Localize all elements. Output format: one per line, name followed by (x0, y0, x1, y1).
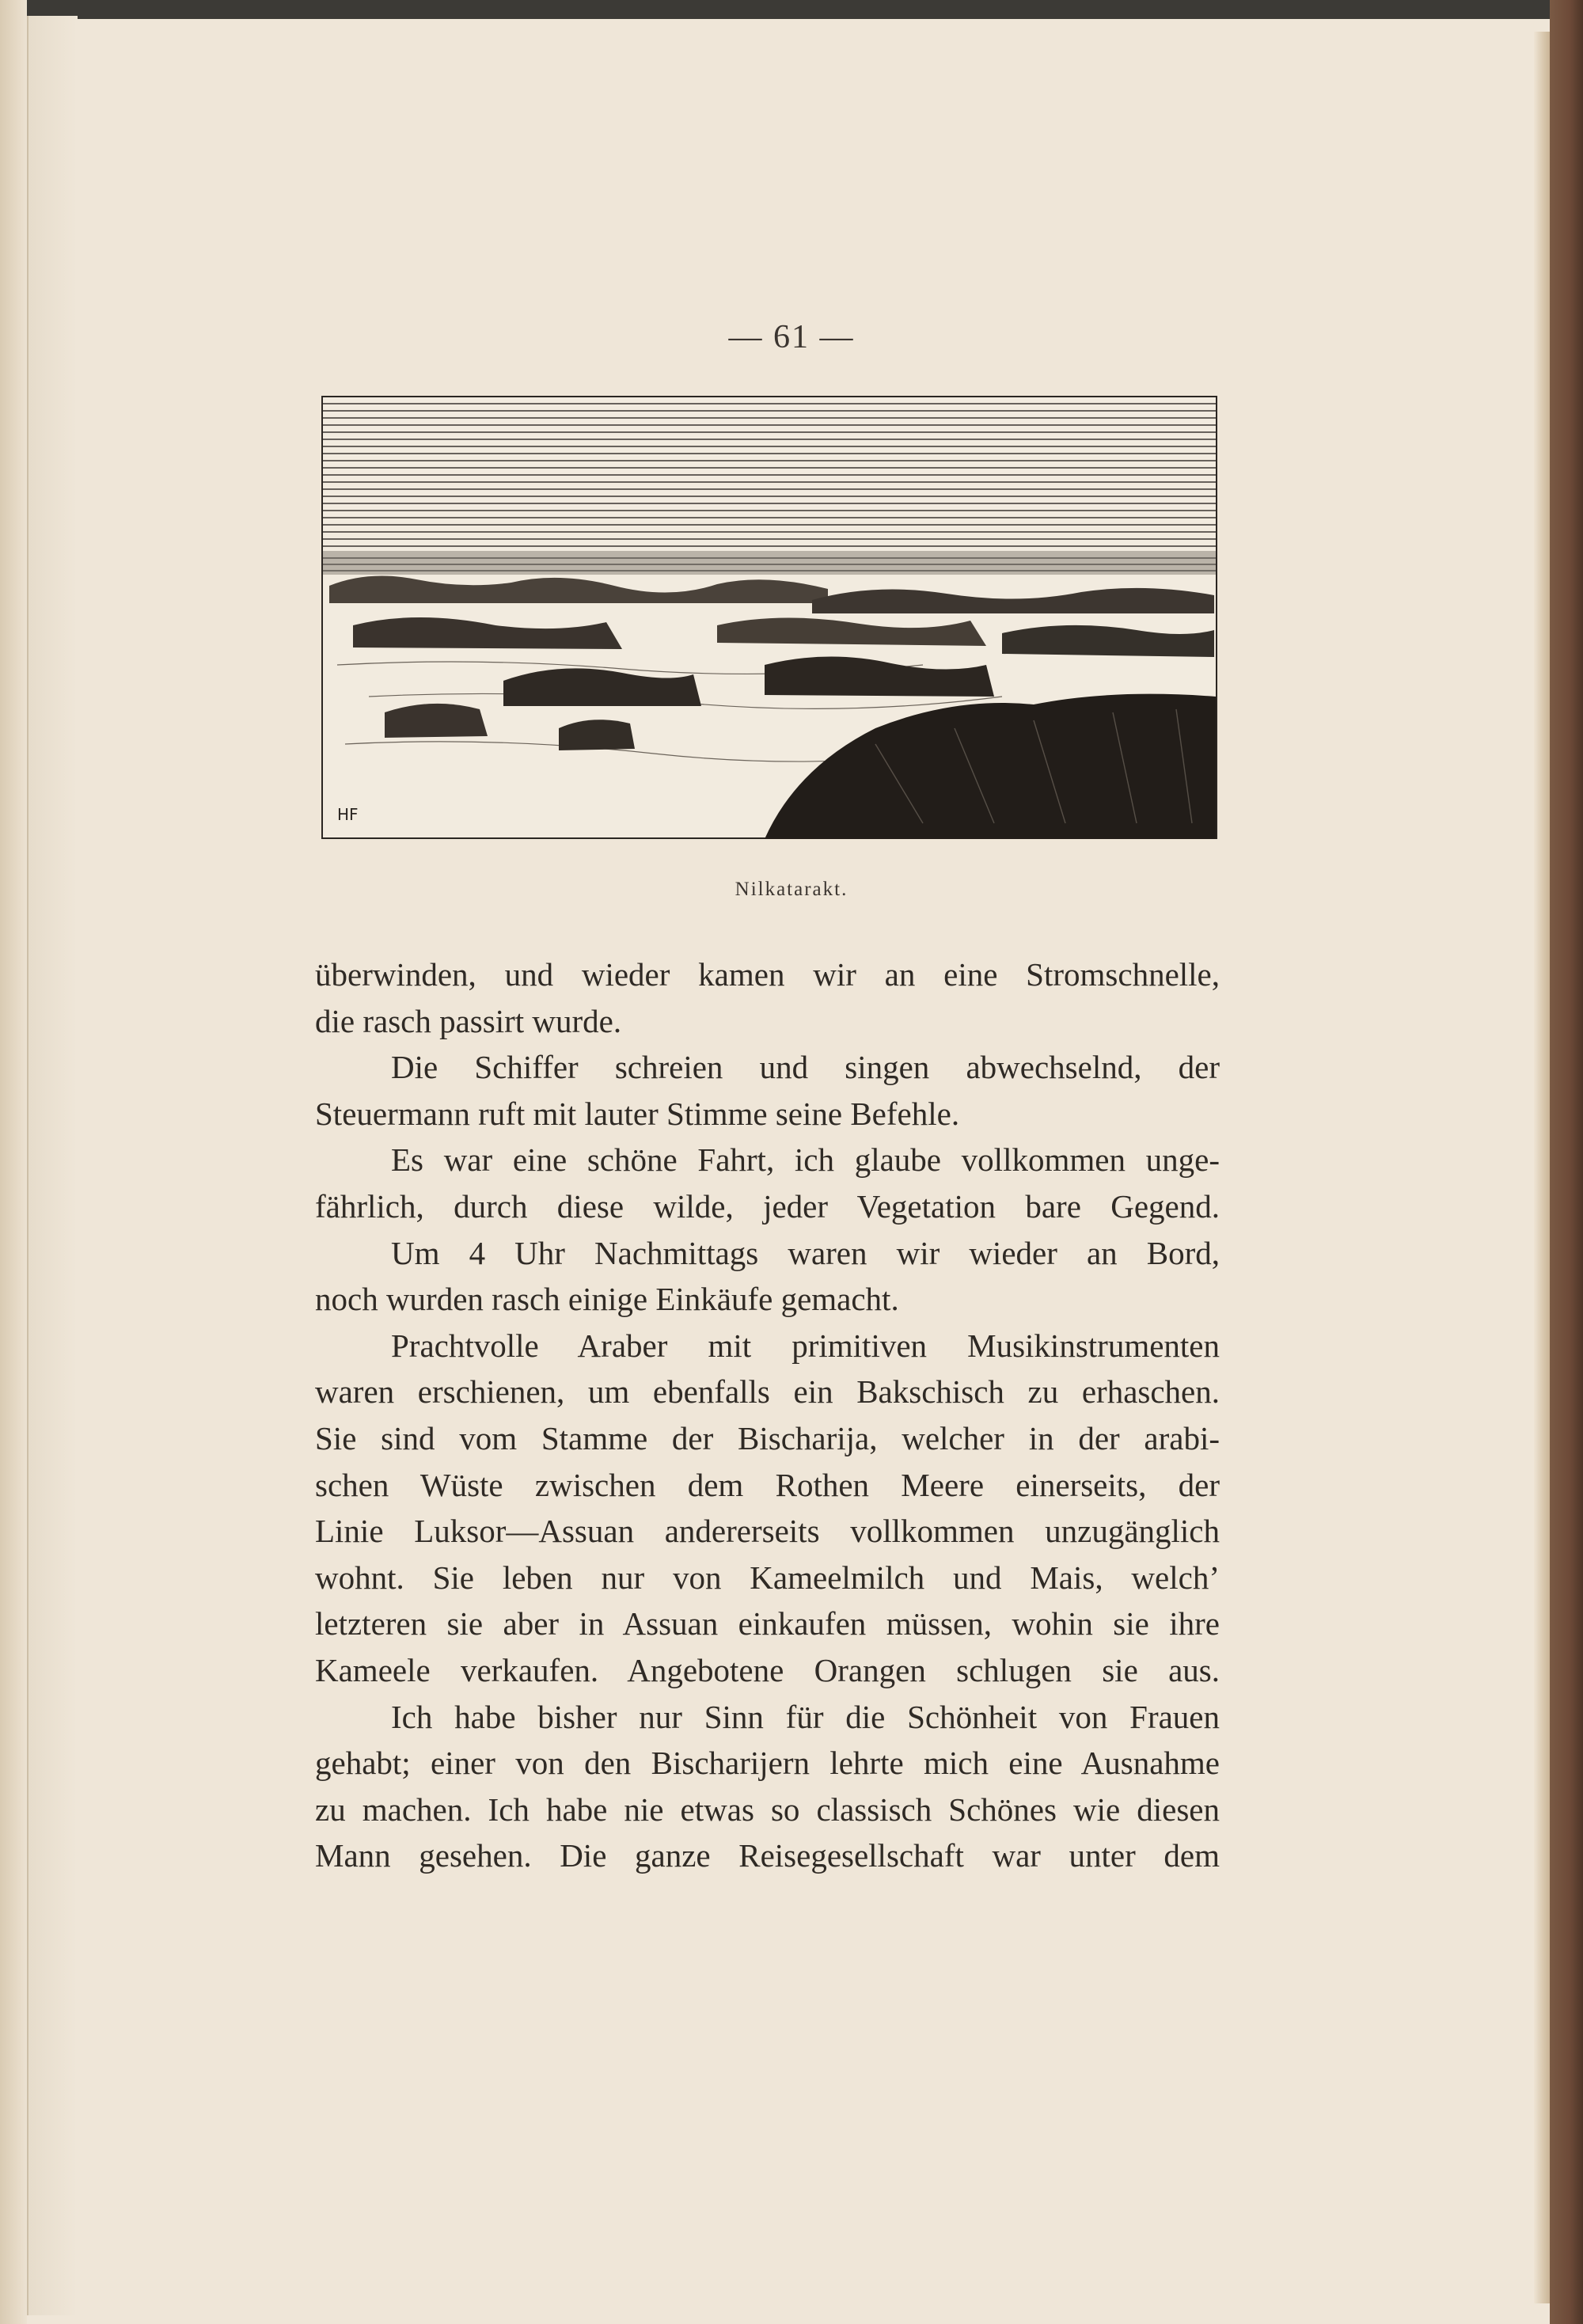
text-line: noch wurden rasch einige Einkäufe gemacht. (315, 1281, 899, 1318)
text-line: Um 4 Uhr Nachmittags waren wir wieder an Bord, (391, 1234, 1220, 1271)
nile-cataract-illustration (321, 396, 1217, 839)
text-line: Steuermann ruft mit lauter Stimme seine Befehle. (315, 1095, 960, 1132)
text-line: Sie sind vom Stamme der Bischarija, welcher in der arabi- (315, 1419, 1220, 1456)
text-line: Es war eine schöne Fahrt, ich glaube vollkommen unge- (391, 1141, 1220, 1179)
text-line: fährlich, durch diese wilde, jeder Vegetation bare Gegend. (315, 1187, 1220, 1225)
page-number: — 61 — (728, 319, 855, 355)
scanner-top-edge (0, 0, 1583, 19)
page-fore-edge (1534, 32, 1550, 2303)
text-line: wohnt. Sie leben nur von Kameelmilch und Mais, welch’ (315, 1559, 1220, 1596)
text-line: Die Schiffer schreien und singen abwechselnd, der (391, 1049, 1220, 1086)
body-text (315, 951, 1220, 1879)
text-line: schen Wüste zwischen dem Rothen Meere einerseits, der (315, 1466, 1220, 1503)
text-line: die rasch passirt wurde. (315, 1002, 622, 1039)
illustration-caption: Nilkatarakt. (735, 879, 848, 900)
text-line: Ich habe bisher nur Sinn für die Schönheit von Frauen (391, 1698, 1220, 1735)
text-line: letzteren sie aber in Assuan einkaufen müssen, wohin sie ihre (315, 1605, 1220, 1642)
text-line: waren erschienen, um ebenfalls ein Bakschisch zu erhaschen. (315, 1373, 1220, 1411)
text-line: zu machen. Ich habe nie etwas so classisch Schönes wie diesen (315, 1790, 1220, 1828)
text-line: Kameele verkaufen. Angebotene Orangen schlugen sie aus. (315, 1651, 1220, 1688)
text-line: überwinden, und wieder kamen wir an eine Stromschnelle, (315, 956, 1220, 993)
left-page-margin (27, 16, 78, 2315)
text-line: Linie Luksor—Assuan andererseits vollkommen unzugänglich (315, 1513, 1220, 1550)
artist-monogram: HF (337, 805, 359, 824)
text-line: Prachtvolle Araber mit primitiven Musikinstrumenten (391, 1327, 1220, 1364)
text-line: Mann gesehen. Die ganze Reisegesellschaft war unter dem (315, 1837, 1220, 1874)
text-line: gehabt; einer von den Bischarijern lehrte mich eine Ausnahme (315, 1745, 1220, 1782)
